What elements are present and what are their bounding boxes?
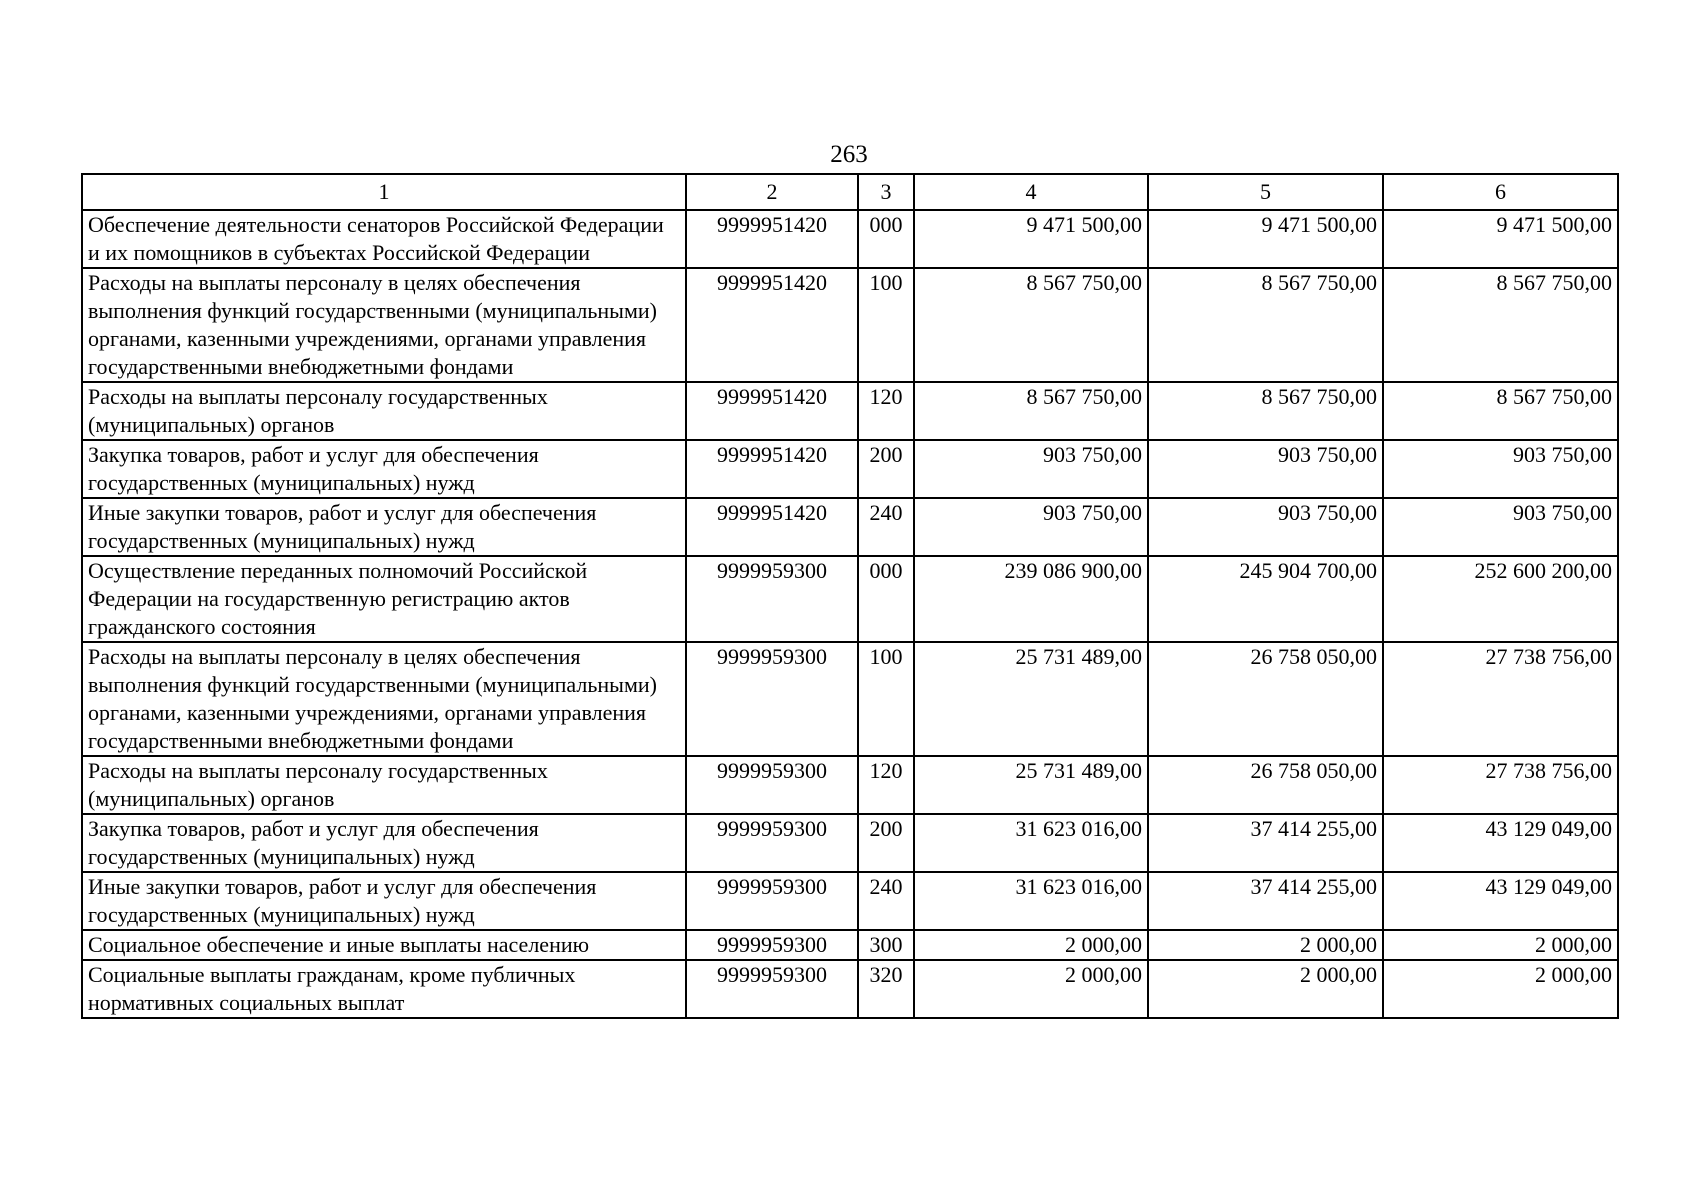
budget-table [81,173,1619,1019]
row-expense-type-cell: 100 [858,268,914,382]
row-expense-type-cell: 240 [858,872,914,930]
row-amount-col5-cell: 2 000,00 [1148,930,1383,960]
column-header-2: 2 [686,174,858,210]
row-amount-col5-cell: 9 471 500,00 [1148,210,1383,268]
column-header-5: 5 [1148,174,1383,210]
row-name-cell: Осуществление переданных полномочий Российской Федерации на государственную регистрацию актов гражданского состояния [82,556,686,642]
row-name-cell: Расходы на выплаты персоналу государственных (муниципальных) органов [82,756,686,814]
row-amount-col5-cell: 26 758 050,00 [1148,642,1383,756]
row-expense-type-cell: 120 [858,756,914,814]
row-name-cell: Социальные выплаты гражданам, кроме публичных нормативных социальных выплат [82,960,686,1018]
row-expense-type-cell: 240 [858,498,914,556]
row-amount-col4-cell: 31 623 016,00 [914,814,1148,872]
row-amount-col6-cell: 2 000,00 [1383,960,1618,1018]
row-amount-col4-cell: 8 567 750,00 [914,268,1148,382]
row-amount-col5-cell: 903 750,00 [1148,440,1383,498]
row-code-cell: 9999959300 [686,960,858,1018]
row-amount-col5-cell: 26 758 050,00 [1148,756,1383,814]
row-code-cell: 9999951420 [686,268,858,382]
table-row [82,210,1618,268]
row-amount-col6-cell: 9 471 500,00 [1383,210,1618,268]
column-number-row [82,174,1618,210]
table-row [82,382,1618,440]
row-amount-col5-cell: 903 750,00 [1148,498,1383,556]
row-amount-col5-cell: 37 414 255,00 [1148,872,1383,930]
table-row [82,814,1618,872]
row-name-cell: Расходы на выплаты персоналу государственных (муниципальных) органов [82,382,686,440]
row-name-cell: Расходы на выплаты персоналу в целях обеспечения выполнения функций государственными (муниципальными) органами, казенными учреждениями, органами управления государственными внебюджетными фондами [82,642,686,756]
table-row [82,556,1618,642]
row-amount-col4-cell: 2 000,00 [914,930,1148,960]
table-row [82,930,1618,960]
row-expense-type-cell: 100 [858,642,914,756]
row-name-cell: Закупка товаров, работ и услуг для обеспечения государственных (муниципальных) нужд [82,814,686,872]
row-amount-col6-cell: 43 129 049,00 [1383,872,1618,930]
row-expense-type-cell: 000 [858,210,914,268]
row-amount-col6-cell: 43 129 049,00 [1383,814,1618,872]
row-amount-col6-cell: 27 738 756,00 [1383,756,1618,814]
row-amount-col5-cell: 37 414 255,00 [1148,814,1383,872]
row-amount-col6-cell: 8 567 750,00 [1383,382,1618,440]
row-name-cell: Обеспечение деятельности сенаторов Российской Федерации и их помощников в субъектах Российской Федерации [82,210,686,268]
row-amount-col4-cell: 239 086 900,00 [914,556,1148,642]
table-row [82,268,1618,382]
row-amount-col4-cell: 9 471 500,00 [914,210,1148,268]
row-code-cell: 9999951420 [686,382,858,440]
table-row [82,756,1618,814]
row-amount-col4-cell: 25 731 489,00 [914,756,1148,814]
row-amount-col4-cell: 903 750,00 [914,440,1148,498]
row-code-cell: 9999959300 [686,556,858,642]
row-name-cell: Закупка товаров, работ и услуг для обеспечения государственных (муниципальных) нужд [82,440,686,498]
row-expense-type-cell: 000 [858,556,914,642]
column-header-1: 1 [82,174,686,210]
page-number: 263 [830,141,868,168]
row-expense-type-cell: 120 [858,382,914,440]
row-code-cell: 9999959300 [686,814,858,872]
row-code-cell: 9999951420 [686,498,858,556]
row-amount-col4-cell: 903 750,00 [914,498,1148,556]
row-name-cell: Расходы на выплаты персоналу в целях обеспечения выполнения функций государственными (муниципальными) органами, казенными учреждениями, органами управления государственными внебюджетными фондами [82,268,686,382]
row-amount-col4-cell: 31 623 016,00 [914,872,1148,930]
table-row [82,642,1618,756]
row-code-cell: 9999951420 [686,210,858,268]
column-header-6: 6 [1383,174,1618,210]
table-row [82,440,1618,498]
row-amount-col5-cell: 245 904 700,00 [1148,556,1383,642]
table-row [82,498,1618,556]
row-amount-col5-cell: 8 567 750,00 [1148,382,1383,440]
row-amount-col6-cell: 903 750,00 [1383,440,1618,498]
row-name-cell: Иные закупки товаров, работ и услуг для обеспечения государственных (муниципальных) нужд [82,498,686,556]
row-expense-type-cell: 200 [858,440,914,498]
row-amount-col6-cell: 2 000,00 [1383,930,1618,960]
row-expense-type-cell: 200 [858,814,914,872]
row-expense-type-cell: 320 [858,960,914,1018]
table-row [82,872,1618,930]
row-amount-col6-cell: 903 750,00 [1383,498,1618,556]
column-header-3: 3 [858,174,914,210]
row-code-cell: 9999959300 [686,642,858,756]
row-amount-col6-cell: 27 738 756,00 [1383,642,1618,756]
row-amount-col4-cell: 2 000,00 [914,960,1148,1018]
row-amount-col5-cell: 2 000,00 [1148,960,1383,1018]
column-header-4: 4 [914,174,1148,210]
row-amount-col4-cell: 8 567 750,00 [914,382,1148,440]
row-amount-col4-cell: 25 731 489,00 [914,642,1148,756]
row-code-cell: 9999959300 [686,930,858,960]
row-code-cell: 9999959300 [686,872,858,930]
row-code-cell: 9999959300 [686,756,858,814]
row-amount-col5-cell: 8 567 750,00 [1148,268,1383,382]
row-code-cell: 9999951420 [686,440,858,498]
row-name-cell: Социальное обеспечение и иные выплаты населению [82,930,686,960]
row-amount-col6-cell: 8 567 750,00 [1383,268,1618,382]
row-name-cell: Иные закупки товаров, работ и услуг для обеспечения государственных (муниципальных) нужд [82,872,686,930]
table-row [82,960,1618,1018]
row-amount-col6-cell: 252 600 200,00 [1383,556,1618,642]
row-expense-type-cell: 300 [858,930,914,960]
